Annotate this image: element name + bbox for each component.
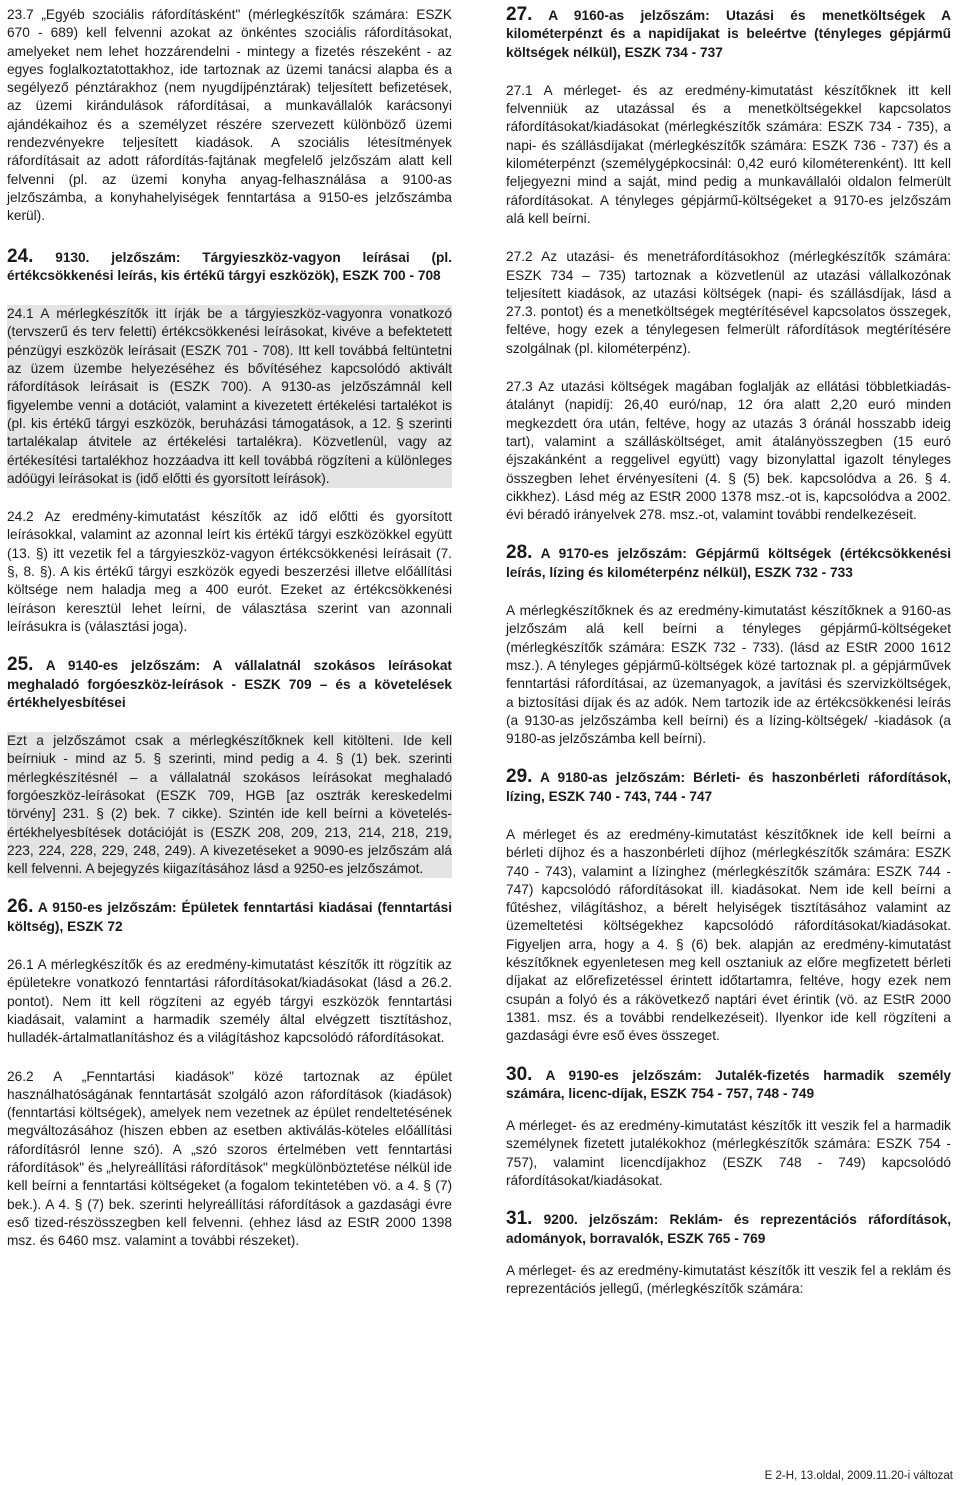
heading-24-number: 24.	[7, 245, 34, 267]
section-26-1: 26.1 A mérlegkészítők és az eredmény-kimutatást készítők itt rögzítik az épületekre vonatkozó fenntartási ráfordításokat/kiadásokat (lásd a 26.2. pontot). Nem itt kell rögzíteni az egyéb tárgyi eszközök fenntartási kiadásait, valamint a harmadik személy által elvégzett tisztításhoz, hulladék-ártalmatlanításhoz és a világításhoz kapcsolódó ráfordításokat.	[7, 957, 452, 1046]
section-31: A mérleget- és az eredmény-kimutatást készítők itt veszik fel a reklám és reprezentációs jellegű, (mérlegkészítők számára:	[506, 1262, 951, 1297]
heading-30	[506, 1063, 951, 1104]
heading-26-text: A 9150-es jelzőszám: Épületek fenntartási kiadásai (fenntartási költség), ESZK 72	[7, 900, 452, 934]
section-28: A mérlegkészítőknek és az eredmény-kimutatást készítőknek a 9160-as jelzőszám alá kell beírni a tényleges gépjármű-költségeket (mérlegkészítők számára: ESZK 732 - 733). (lásd az EStR 2000 1612 msz.). A tényleges gépjármű-költségek közé tartoznak pl. a gépjárművek fenntartási ráfordításai, az üzemanyagok, a javítási és szervizköltségek, a biztosítási díjak és az adók. Nem tartozik ide az értékcsökkenési leírás (a 9130-as jelzőszámba kell beírni) és a lízing-költségek/ -kiadások (a 9180-as jelzőszámba kell beírni).	[506, 603, 951, 747]
section-27-3: 27.3 Az utazási költségek magában foglalják az ellátási többletkiadás-átalányt (napidíj: 26,40 euró/nap, 12 óra alatt 2,20 euró minden megkezdett óra után, feltéve, hogy az utazás 3 óránál hosszabb ideig tart), valamint a szállásköltséget, amit átalányösszegben (15 euró éjszakánként a reggelivel együtt) vagy bizonylattal igazolt tényleges összegben lehet érvényesíteni (4. § (5) bek. kapcsolódva a 26. § 4. cikkhez). Lásd még az EStR 2000 1378 msz.-ot is, kapcsolódva a 2002. évi béradó irányelvek 278. msz.-ot, valamint további rendelkezéseit.	[506, 379, 951, 523]
section-24-2: 24.2 Az eredmény-kimutatást készítők az idő előtti és gyorsított leírásokkal, valamint az azonnal leírt kis értékű tárgyi eszközökkel együtt (13. §) itt vezetik fel a tárgyieszköz-vagyon értékcsökkenési leírásait (7. §, 8. §). A kis értékű tárgyi eszközök egyedi beszerzési illetve előállítási költsége nem haladja meg a 400 eurót. Ezeket az értékcsökkenési leíráson keresztül lehet leírni, de választása szerint van azonnali leírásukra is (választási joga).	[7, 509, 452, 634]
heading-29-number: 29.	[506, 766, 533, 788]
section-30: A mérleget- és az eredmény-kimutatást készítők itt veszik fel a harmadik személynek fizetett jutalékokhoz (mérlegkészítők számára: ESZK 754 - 757), valamint licencdíjakhoz (ESZK 748 - 749) kapcsolódó ráfordításokat/kiadásokat.	[506, 1118, 951, 1189]
heading-26	[7, 898, 452, 936]
section-29: A mérleget és az eredmény-kimutatást készítőknek ide kell beírni a bérleti díjhoz és a haszonbérleti díjhoz (mérlegkészítők számára: ESZK 740 - 743), valamint a lízinghez (mérlegkészítők számára: ESZK 744 - 747) kapcsolódó ráfordításokat ill. kiadásokat. Nem ide kell beírni a fűtéshez, világításhoz, a bérelt helyiségek tisztításához valamint az üzemeltetési költségekhez kapcsolódó ráfordításokat/kiadásokat. Figyeljen arra, hogy a 4. § (6) bek. alapján az eredmény-kimutatást készítőknek egyenletesen meg kell osztaniuk az előre megfizetett bérleti díjakat az előrefizetéssel érintett időtartamra, feltéve, hogy ezek nem csupán a folyó és a rákövetkező naptári évet érintik (vö. az EStR 2000 1381. msz. és a további rendelkezéseit). Ilyenkor ide kell rögzíteni a gazdasági évre eső éves összeget.	[506, 826, 951, 1044]
heading-26-number: 26.	[7, 896, 34, 918]
section-27-1: 27.1 A mérleget- és az eredmény-kimutatást készítőknek itt kell felvenniük az utazással és a menetköltségekkel kapcsolatos ráfordításokat/kiadásokat (mérlegkészítők számára: ESZK 734 - 735), a napi- és szállásdíjakat (mérlegkészítők számára: ESZK 736 - 737) és a kilométerpénzt (személygépkocsinál: 0,42 euró kilométerenként). Itt kell feljegyezni mind a saját, mind pedig a munkavállalói oldalon felmerült ráfordításokat. A tényleges gépjármű-költségeket a 9170-es jelzőszám alá kell beírni.	[506, 82, 951, 226]
section-27-2: 27.2 Az utazási- és menetráfordításokhoz (mérlegkészítők számára: ESZK 734 – 735) tartoznak a közvetlenül az utazási vállalkozónak teljesített kiadások, az utazási költségek (napi- és szállásdíjak, lásd a 27.3. pontot) és a menetköltségek megtérítésével kapcsolatos összegek, feltéve, hogy ezek a ténylegesen felmerült ráfordítások megtérítésére szolgálnak (pl. kilométerpénz).	[506, 249, 951, 356]
heading-27-number: 27.	[506, 4, 533, 25]
heading-29	[506, 768, 951, 806]
heading-25-text: A 9140-es jelzőszám: A vállalatnál szokásos leírásokat meghaladó forgóeszköz-leírások - ESZK 709 – és a követelések értékhelyesbítései	[7, 658, 452, 710]
heading-27-text: A 9160-as jelzőszám: Utazási és menetköltségek A kilométerpénzt és a napidíjakat is beleértve (tényleges gépjármű költségek nélkül), ESZK 734 - 737	[506, 8, 951, 60]
heading-29-text: A 9180-as jelzőszám: Bérleti- és haszonbérleti ráfordítások, lízing, ESZK 740 - 743, 744 - 747	[506, 770, 951, 804]
section-23-7: 23.7 „Egyéb szociális ráfordításként" (mérlegkészítők számára: ESZK 670 - 689) kell felvenni azokat az önkéntes szociális ráfordításokat, amelyeket nem lehet hozzárendelni - mintegy a fizetés részeként - az egyes foglalkoztatottakhoz, ide tartoznak az üzemi tanácsi alapba és a segélyező pénztárakhoz (nem nyugdíjpénztárak) teljesített befizetések, az üzemi kirándulások ráfordításai, a munkavállalók karácsonyi ajándékaihoz és a személyzet részére szervezett különböző üzemi rendezvényekre teljesített kiadások. A szociális létesítmények ráfordításait az adott ráfordítás-fajtának megfelelő jelzőszám alatt kell felvenni (pl. az üzemi konyha anyag-felhasználása a 9100-as jelzőszámba, a konyhahelyiségek fenntartása a 9150-es jelzőszámba kerül).	[7, 7, 452, 224]
heading-25	[7, 656, 452, 712]
heading-24	[7, 245, 452, 286]
page-footer: E 2-H, 13.oldal, 2009.11.20-i változat	[764, 1470, 953, 1482]
section-24-1: 24.1 A mérlegkészítők itt írják be a tárgyieszköz-vagyonra vonatkozó (tervszerű és terv feletti) értékcsökkenési leírásokat, kivéve a befektetett pénzügyi eszközök leírásait (ESZK 701 - 708). Itt kell továbbá feltüntetni az üzem üzembe helyezéséhez és bővítéséhez kapcsolódó aktivált ráfordítások leírásait is (ESZK 700). A 9130-as jelzőszámnál kell figyelembe venni a dotációt, valamint a kivezetett értékelési tartalékot is (pl. kis értékű tárgyi eszközök, beruházási támogatások, a 12. § szerinti tartalékalap átvitele az értékelési tartalékra). Közvetlenül, vagy az értékesítési tartalékhoz hozzáadva itt kell továbbá rögzíteni a különleges adóügyi leírásokat is (idő előtti és gyorsított leírások).	[7, 305, 452, 488]
heading-31-text: 9200. jelzőszám: Reklám- és reprezentációs ráfordítások, adományok, borravalók, ESZK 765 - 769	[506, 1212, 951, 1246]
heading-27	[506, 6, 951, 62]
right-column	[506, 6, 951, 1299]
heading-24-text: 9130. jelzőszám: Tárgyieszköz-vagyon leírásai (pl. értékcsökkenési leírás, kis értékű tárgyi eszközök), ESZK 700 - 708	[7, 249, 452, 283]
heading-28-number: 28.	[506, 542, 533, 564]
section-26-2: 26.2 A „Fenntartási kiadások" közé tartoznak az épület használhatóságának fenntartását szolgáló azon ráfordítások (kiadások) (fenntartási költségek), amelyek nem vezetnek az épület rendeltetésének megváltozásához (hiszen ebben az esetben aktiválás-köteles előállítási ráfordításról lenne szó). A „szó szoros értelmében vett fenntartási ráfordítások" és „helyreállítási ráfordítások" megkülönböztetése nélkül ide kell beírni a fenntartási költségeket (a fogalom tekintetében vö. a 4. § (7) bek.). A 4. § (7) bek. szerinti helyreállítási ráfordítások a gazdasági évre eső tized-részösszegben kell felvenni. (ehhez lásd az EStR 2000 1398 msz. és 6460 msz. valamint a további részeket).	[7, 1068, 452, 1249]
heading-30-text: A 9190-es jelzőszám: Jutalék-fizetés harmadik személy számára, licenc-díjak, ESZK 754 - 757, 748 - 749	[506, 1067, 951, 1101]
heading-25-number: 25.	[7, 654, 34, 676]
heading-28-text: A 9170-es jelzőszám: Gépjármű költségek (értékcsökkenési leírás, lízing és kilométerpénz nélkül), ESZK 732 - 733	[506, 546, 951, 580]
section-25: Ezt a jelzőszámot csak a mérlegkészítőknek kell kitölteni. Ide kell beírniuk - mind az 5. § szerinti, mind pedig a 4. § (1) bek. szerinti mérlegkészítésnél – a vállalatnál szokásos leírásokat meghaladó forgóeszköz-leírásokat (ESZK 709, HGB [az osztrák kereskedelmi törvény] 231. § (2) bek. 7 cikke). Szintén ide kell beírni a követelés-értékhelyesbítések dotációját is (ESZK 208, 209, 213, 214, 218, 219, 223, 224, 228, 229, 248, 249). A kivezetéseket a 9090-es jelzőszám alá kell felvenni. A bejegyzés kiigazításához lásd a 9250-es jelzőszámot.	[7, 732, 452, 878]
heading-31-number: 31.	[506, 1208, 533, 1230]
left-column	[7, 6, 452, 1251]
heading-28	[506, 544, 951, 582]
heading-31	[506, 1210, 951, 1248]
heading-30-number: 30.	[506, 1063, 533, 1085]
